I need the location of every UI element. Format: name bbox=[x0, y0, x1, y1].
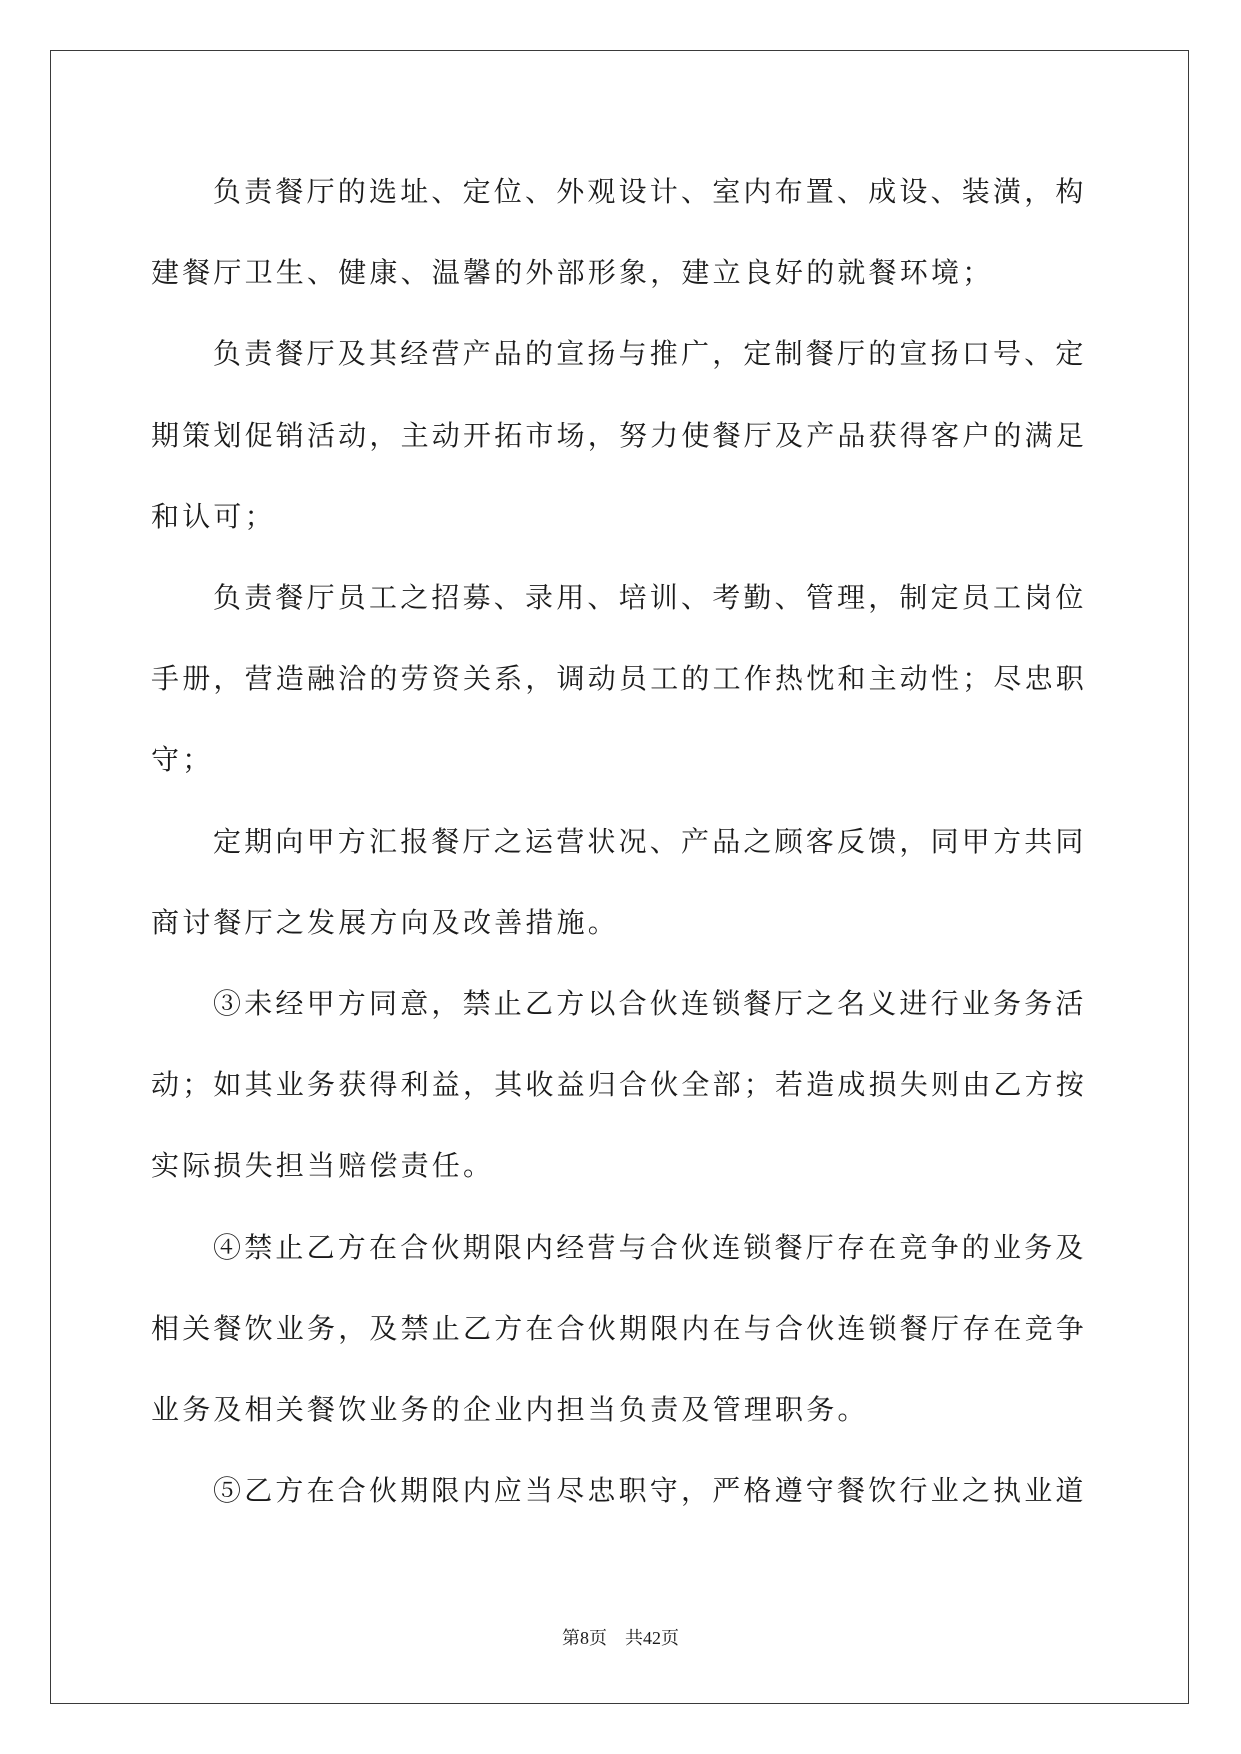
text-line: 相关餐饮业务，及禁止乙方在合伙期限内在与合伙连锁餐厅存在竞争 bbox=[151, 1311, 1088, 1345]
text-line: 负责餐厅员工之招募、录用、培训、考勤、管理，制定员工岗位 bbox=[213, 581, 1087, 614]
current-page-number: 第8页 bbox=[562, 1628, 607, 1648]
text-line: 负责餐厅的选址、定位、外观设计、室内布置、成设、装潢，构 bbox=[213, 175, 1087, 208]
text-line: ④禁止乙方在合伙期限内经营与合伙连锁餐厅存在竞争的业务及 bbox=[213, 1230, 1087, 1264]
text-line: 建餐厅卫生、健康、温馨的外部形象，建立良好的就餐环境； bbox=[151, 256, 994, 290]
page-border bbox=[50, 50, 1189, 1704]
text-line: 守； bbox=[151, 743, 214, 777]
page-footer bbox=[0, 1626, 1241, 1650]
text-line: 商讨餐厅之发展方向及改善措施。 bbox=[151, 905, 620, 939]
text-line: 实际损失担当赔偿责任。 bbox=[151, 1149, 495, 1183]
text-line: 负责餐厅及其经营产品的宣扬与推广，定制餐厅的宣扬口号、定 bbox=[213, 337, 1087, 371]
text-line: 业务及相关餐饮业务的企业内担当负责及管理职务。 bbox=[151, 1393, 869, 1426]
text-line: 和认可； bbox=[151, 499, 276, 533]
total-pages: 共42页 bbox=[625, 1628, 679, 1648]
text-line: 期策划促销活动，主动开拓市场，努力使餐厅及产品获得客户的满足 bbox=[151, 418, 1088, 452]
text-line: 定期向甲方汇报餐厅之运营状况、产品之顾客反馈，同甲方共同 bbox=[213, 824, 1087, 858]
text-line: 动；如其业务获得利益，其收益归合伙全部；若造成损失则由乙方按 bbox=[151, 1068, 1088, 1102]
text-line: ③未经甲方同意，禁止乙方以合伙连锁餐厅之名义进行业务务活 bbox=[213, 987, 1087, 1020]
text-line: 手册，营造融洽的劳资关系，调动员工的工作热忱和主动性；尽忠职 bbox=[151, 662, 1088, 696]
text-line: ⑤乙方在合伙期限内应当尽忠职守，严格遵守餐饮行业之执业道 bbox=[213, 1474, 1087, 1508]
